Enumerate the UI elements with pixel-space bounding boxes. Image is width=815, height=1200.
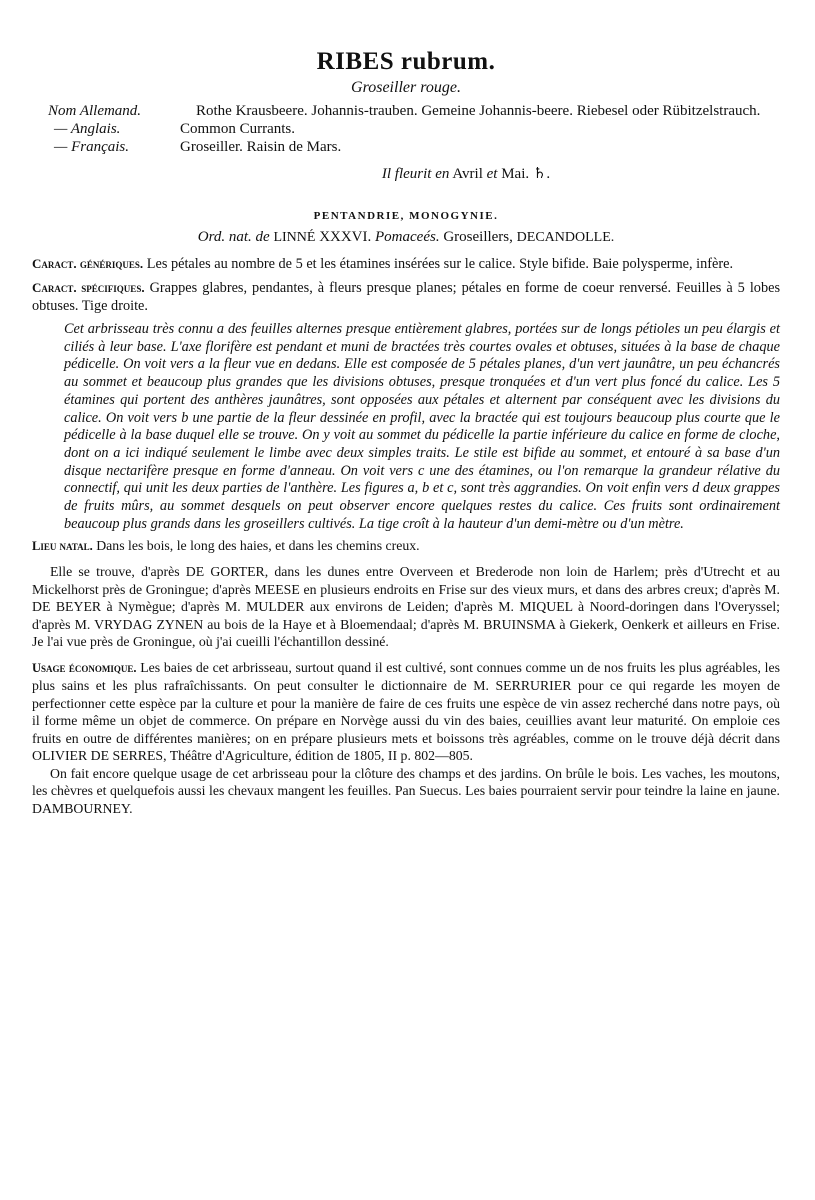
generic-text: Les pétales au nombre de 5 et les étamines insérées sur le calice. Style bifide. Baie polysperme, infère. — [146, 256, 734, 272]
flowering-line — [32, 164, 780, 184]
economic-usage — [32, 659, 780, 765]
name-value: Rothe Krausbeere. Johannis-trauben. Gemeine Johannis-beere. Riebesel oder Rübitzelstrauch. — [196, 103, 761, 119]
specific-characters — [32, 279, 780, 315]
description: Cet arbrisseau très connu a des feuilles alternes presque entièrement glabres, portées sur de longs pétioles un peu élargis et ciliés à leur base. L'axe florifère est pendant et muni de bractées très courtes ovales et obtuses, situées à la base de chaque pédicelle. On voit vers a la fleur vue en dedans. Elle est composée de 5 pétales planes, d'un vert jaunâtre, un peu échancrés au sommet et beaucoup plus grandes que les divisions obtuses, presque tronquées et d'un vert plus foncé du calice. Les 5 étamines qui portent des anthères jaunâtres, sont opposées aux pétales et alternent par conséquent avec les divisions du calice. On voit vers b une partie de la fleur dessinée en profil, avec la bractée qui est toujours beaucoup plus courte que le pédicelle à la base duquel elle se trouve. On y voit au sommet du pédicelle la partie inférieure du calice en forme de cloche, dont on a ici indiqué seulement le limbe avec deux simples traits. Le stile est bifide au sommet, et entouré à sa base d'un disque nectarifère presque en forme d'anneau. On voit vers c une des étamines, ou l'on remarque la grandeur rélative du connectif, qui unit les deux parties de l'anthère. Les figures a, b et c, sont très aggrandies. On voit enfin vers d deux grappes de fruits mûrs, au sommet desquels on peut observer encore quelques restes du calice. Ces fruits sont ordinairement beaucoup plus grands dans les groseillers cultivés. La tige croît à la hauteur d'un demi-mètre ou d'un mètre. — [64, 321, 780, 532]
habitat-label: Lieu natal. — [32, 539, 93, 554]
habitat-detail: Elle se trouve, d'après DE GORTER, dans les dunes entre Overveen et Brederode non loin de Harlem; près d'Utrecht et au Mickelhorst près de Groningue; d'après MEESE en plusieurs endroits en Frise sur des vieux murs, et dans des arbres creux; d'après M. DE BEYER à Nymègue; d'après M. MULDER aux environs de Leiden; d'après M. MIQUEL à Noord-doringen dans l'Overyssel; d'après M. VRYDAG ZYNEN au bois de la Haye et à Bloemendaal; d'après M. BRUINSMA à Giekerk, Oenkerk et ailleurs en Frise. Je l'ai vue près de Groningue, où j'ai cueilli l'échantillon dessiné. — [32, 564, 780, 650]
page — [32, 48, 780, 817]
name-label: Nom Allemand. — [48, 103, 142, 119]
specific-text: Grappes glabres, pendantes, à fleurs presque planes; pétales en forme de coeur renversé. Feuilles à 5 lobes obtuses. Tige droite. — [32, 280, 781, 314]
flowering-month2: Mai. — [501, 166, 530, 182]
usage-text: Les baies de cet arbrisseau, surtout quand il est cultivé, sont connues comme un de nos fruits les plus agréables, les plus sains et les plus rafraîchissants. On peut consulter le dictionnaire de M. SERRURIER pour ce qui regarde les moyen de perfectionner cette espèce par la culture et pour la manière de faire de ces fruits une espèce de vin assez recherché dans notre pays, où il forme même un objet de commerce. On prépare en Norvège aussi du vin des baies, ceuillies avant leur maturité. On emploie ces fruits en outre de différentes manières; on en prépare plusieurs mets et boissons très agréables, comme on le trouve déjà décrit dans OLIVIER DE SERRES, Théâtre d'Agriculture, édition de 1805, II p. 802—805. — [32, 659, 781, 764]
name-row-german — [32, 102, 780, 120]
saturn-symbol-icon: ♄. — [532, 166, 551, 182]
order-num: XXXVI. — [319, 229, 372, 245]
subtitle: Groseiller rouge. — [351, 79, 461, 96]
order-decandolle: DECANDOLLE. — [516, 230, 615, 245]
classification: PENTANDRIE, MONOGYNIE. — [313, 210, 499, 222]
flowering-conj: et — [486, 166, 498, 182]
name-label: — Français. — [54, 139, 129, 155]
common-names — [32, 102, 780, 156]
name-row-french — [32, 138, 780, 156]
habitat-text: Dans les bois, le long des haies, et dans les chemins creux. — [96, 538, 420, 554]
usage-label: Usage économique. — [32, 660, 137, 675]
order-prefix: Ord. nat. de — [197, 229, 270, 245]
name-value: Groseiller. Raisin de Mars. — [180, 139, 342, 155]
name-value: Common Currants. — [180, 121, 295, 137]
flowering-prefix: Il fleurit en — [381, 166, 450, 182]
generic-characters — [32, 255, 780, 273]
page-title: RIBES rubrum. — [316, 48, 496, 75]
name-row-english — [32, 120, 780, 138]
order-linne: LINNÉ — [273, 230, 316, 245]
natural-order — [32, 228, 780, 247]
habitat — [32, 537, 780, 555]
order-gros: Groseillers, — [443, 229, 513, 245]
generic-label: Caract. génériques. — [32, 256, 144, 271]
order-pomacees: Pomaceés. — [375, 229, 440, 245]
flowering-month: Avril — [452, 166, 483, 182]
specific-label: Caract. spécifiques. — [32, 280, 145, 295]
usage-continued: On fait encore quelque usage de cet arbrisseau pour la clôture des champs et des jardins. On brûle le bois. Les vaches, les moutons, les chèvres et quelquefois aussi les chevaux mangent les feuilles. Pan Suecus. Les baies pourraient servir pour teindre la laine en jaune. DAMBOURNEY. — [32, 765, 780, 816]
name-label: — Anglais. — [54, 121, 121, 137]
